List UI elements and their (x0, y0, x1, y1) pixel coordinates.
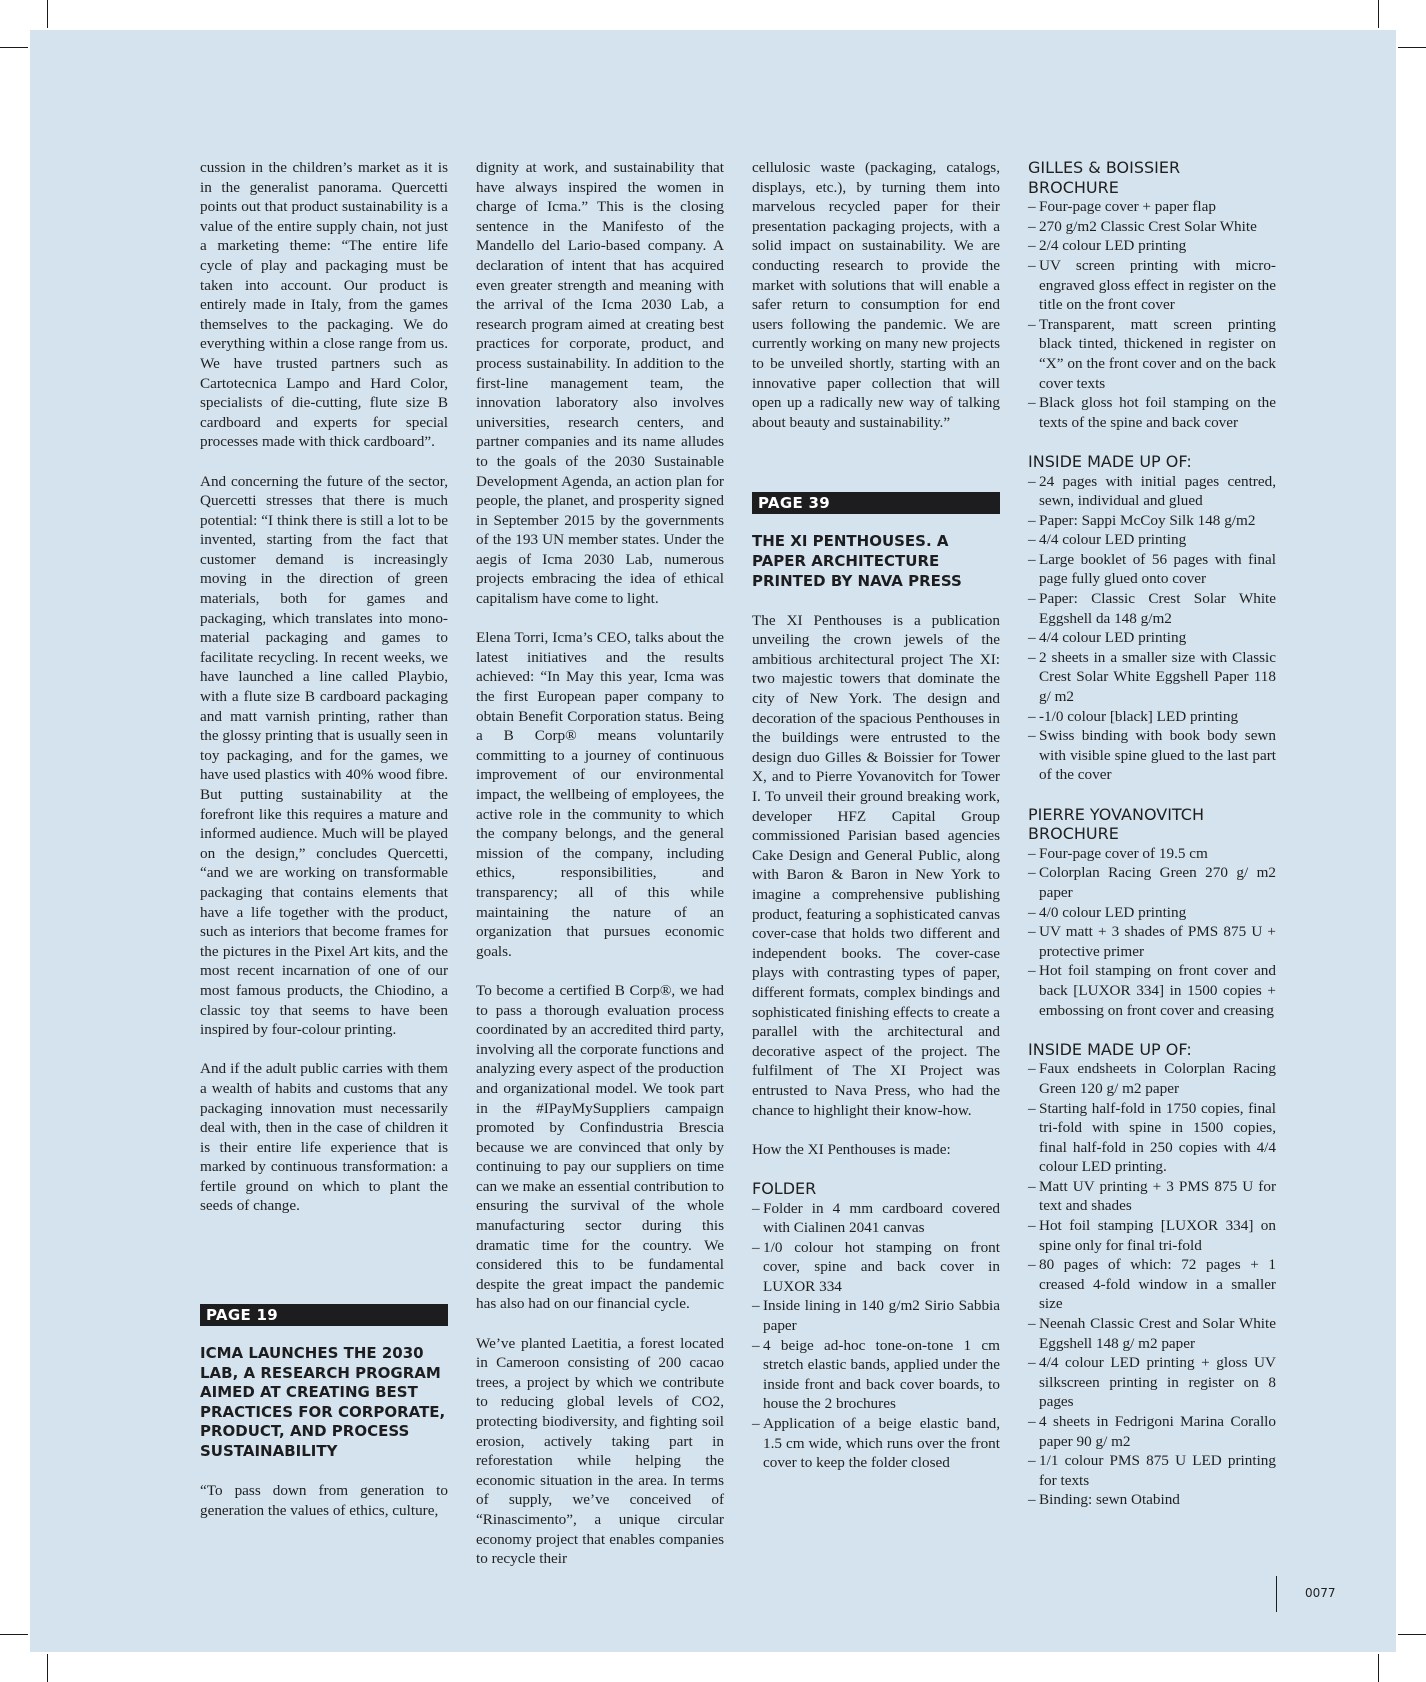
spec-item: – 4/4 colour LED printing (1028, 628, 1276, 648)
spec-item: – Hot foil stamping [LUXOR 334] on spine only for final tri-fold (1028, 1216, 1276, 1255)
spec-item: – Swiss binding with book body sewn with visible spine glued to the last part of the cover (1028, 726, 1276, 785)
spec-column-4 (1028, 158, 1276, 1530)
spec-item: – 1/0 colour hot stamping on front cover, spine and back cover in LUXOR 334 (752, 1238, 1000, 1297)
spec-item: – Four-page cover + paper flap (1028, 197, 1276, 217)
spec-item: – Hot foil stamping on front cover and back [LUXOR 334] in 1500 copies + embossing on front cover and creasing (1028, 961, 1276, 1020)
spec-heading-gilles-boissier: GILLES & BOISSIER BROCHURE (1028, 158, 1181, 197)
spec-item: – Black gloss hot foil stamping on the texts of the spine and back cover (1028, 393, 1276, 432)
spec-item: – 4/0 colour LED printing (1028, 903, 1276, 923)
spec-item: – Four-page cover of 19.5 cm (1028, 844, 1276, 864)
spec-heading-inside-1: INSIDE MADE UP OF: (1028, 451, 1192, 471)
spec-item: – Inside lining in 140 g/m2 Sirio Sabbia paper (752, 1296, 1000, 1335)
page-reference-bar: PAGE 19 (200, 1304, 448, 1326)
spec-item: – Application of a beige elastic band, 1.5 cm wide, which runs over the front cover to keep the folder closed (752, 1414, 1000, 1473)
spec-list-pierre-yovanovitch (1028, 844, 1276, 1020)
spec-item: – Colorplan Racing Green 270 g/ m2 paper (1028, 863, 1276, 902)
spec-item: – Paper: Sappi McCoy Silk 148 g/m2 (1028, 511, 1276, 531)
spec-item: – 2 sheets in a smaller size with Classic Crest Solar White Eggshell Paper 118 g/ m2 (1028, 648, 1276, 707)
spec-item: – 4/4 colour LED printing + gloss UV silkscreen printing in register on 8 pages (1028, 1353, 1276, 1412)
spec-item: – 24 pages with initial pages centred, sewn, individual and glued (1028, 472, 1276, 511)
spec-item: – Neenah Classic Crest and Solar White Eggshell 148 g/ m2 paper (1028, 1314, 1276, 1353)
crop-mark (0, 47, 28, 48)
spec-heading-inside-2: INSIDE MADE UP OF: (1028, 1039, 1192, 1059)
crop-mark (47, 1654, 48, 1682)
spec-item: – Paper: Classic Crest Solar White Eggshell da 148 g/m2 (1028, 589, 1276, 628)
page-number: 0077 (1305, 1586, 1336, 1600)
spec-item: – UV screen printing with micro-engraved gloss effect in register on the title on the front cover (1028, 256, 1276, 315)
paragraph: dignity at work, and sustainability that have always inspired the women in charge of Icma.” This is the closing sentence in the Manifesto of the Mandello del Lario-based company. A declaration of intent that has acquired even greater strength and meaning with the arrival of the Icma 2030 Lab, a research program aimed at creating best practices for corporate, product, and process sustainability. In addition to the first-line management team, the innovation laboratory also involves universities, research centers, and partner companies and its name alludes to the goals of the 2030 Sustainable Development Agenda, an action plan for people, the planet, and prosperity signed in September 2015 by the governments of the 193 UN member states. Under the aegis of Icma 2030 Lab, numerous projects embracing the idea of ethical capitalism have come to light. (476, 159, 724, 608)
crop-mark (1378, 1654, 1379, 1682)
spec-item: – Transparent, matt screen printing black tinted, thickened in register on “X” on the front cover and on the back cover texts (1028, 315, 1276, 393)
spec-item: – 4 sheets in Fedrigoni Marina Corallo paper 90 g/ m2 (1028, 1412, 1276, 1451)
paragraph: cussion in the children’s market as it is in the generalist panorama. Quercetti points out that product sustainability is a value of the entire supply chain, not just a marketing theme: “The entire life cycle of play and packaging must be taken into account. Our product is entirely made in Italy, from the games themselves to the packaging. We do everything within a close range from us. We have trusted partners such as Cartotecnica Lampo and Hard Color, specialists of die-cutting, flute size B cardboard and experts for special processes made with thick cardboard”. (200, 159, 448, 451)
spec-item: – Faux endsheets in Colorplan Racing Green 120 g/ m2 paper (1028, 1059, 1276, 1098)
section-headline: ICMA LAUNCHES THE 2030 LAB, A RESEARCH PROGRAM AIMED AT CREATING BEST PRACTICES FOR CORPORATE, PRODUCT, AND PROCESS SUSTAINABILITY (200, 1344, 446, 1461)
section-headline: THE XI PENTHOUSES. A PAPER ARCHITECTURE PRINTED BY NAVA PRESS (752, 532, 962, 590)
spec-item: – Folder in 4 mm cardboard covered with Cialinen 2041 canvas (752, 1199, 1000, 1238)
crop-mark (0, 1634, 28, 1635)
paragraph: And if the adult public carries with them a wealth of habits and customs that any packaging innovation must necessarily deal with, then in the case of children it is their entire life experience that is marked by continuous transformation: a fertile ground on which to plant the seeds of change. (200, 1060, 448, 1215)
spec-list-gilles-boissier (1028, 197, 1276, 432)
spec-list-inside-1 (1028, 472, 1276, 786)
paragraph: To become a certified B Corp®, we had to pass a thorough evaluation process coordinated by an accredited third party, involving all the corporate functions and analyzing every aspect of the production and organizational model. We took part in the #IPayMySuppliers campaign promoted by Confindustria Brescia because we are convinced that only by continuing to pay our suppliers on time can we make an essential contribution to ensuring the survival of the whole manufacturing sector during this dramatic time for the country. We considered this to be fundamental despite the great impact the pandemic has also had on our financial cycle. (476, 981, 724, 1313)
page-reference-bar: PAGE 39 (752, 492, 1000, 514)
spec-list-folder (752, 1199, 1000, 1473)
crop-mark (1378, 0, 1379, 28)
crop-mark (1398, 1634, 1426, 1635)
paragraph: How the XI Penthouses is made: (752, 1140, 951, 1158)
paragraph: The XI Penthouses is a publication unveiling the crown jewels of the ambitious architectural project The XI: two majestic towers that dominate the city of New York. The design and decoration of the spacious Penthouses in the buildings were entrusted to the design duo Gilles & Boissier for Tower X, and to Pierre Yovanovitch for Tower I. To unveil their ground breaking work, developer HFZ Capital Group commissioned Parisian based agencies Cake Design and General Public, along with Baron & Baron in New York to imagine a comprehensive publishing product, featuring a sophisticated canvas cover-case that holds two different and independent books. The cover-case plays with contrasting types of paper, different formats, complex bindings and sophisticated finishing effects to create a parallel with the architectural and decorative aspect of the project. The fulfilment of The XI Project was entrusted to Nava Press, who had the chance to highlight their know-how. (752, 611, 1000, 1119)
paragraph: We’ve planted Laetitia, a forest located in Cameroon consisting of 200 cacao trees, a project by which we contribute to reducing global levels of CO2, protecting biodiversity, and fighting soil erosion, actively taking part in reforestation while helping the economic situation in the area. In terms of supply, we’ve conceived of “Rinascimento”, a unique circular economy project that enables companies to recycle their (476, 1334, 724, 1568)
folio-divider (1276, 1576, 1277, 1612)
spec-item: – 2/4 colour LED printing (1028, 236, 1276, 256)
paragraph: cellulosic waste (packaging, catalogs, displays, etc.), by turning them into marvelous recycled paper for their presentation packaging projects, with a solid impact on sustainability. We are conducting research to provide the market with solutions that will enable a safer return to consumption for end users following the pandemic. We are currently working on many new projects to be unveiled shortly, starting with an innovative paper collection that will open up a radically new way of talking about beauty and sustainability.” (752, 159, 1000, 431)
spec-item: – 1/1 colour PMS 875 U LED printing for texts (1028, 1451, 1276, 1490)
spec-item: – -1/0 colour [black] LED printing (1028, 707, 1276, 727)
spec-item: – UV matt + 3 shades of PMS 875 U + protective primer (1028, 922, 1276, 961)
article-column-2 (476, 158, 724, 1588)
spec-list-inside-2 (1028, 1059, 1276, 1510)
spec-item: – Starting half-fold in 1750 copies, final tri-fold with spine in 1500 copies, final half-fold in 250 copies with 4/4 colour LED printing. (1028, 1099, 1276, 1177)
spec-heading-folder: FOLDER (752, 1178, 817, 1198)
paragraph: Elena Torri, Icma’s CEO, talks about the latest initiatives and the results achieved: “In May this year, Icma was the first European paper company to obtain Benefit Corporation status. Being a B Corp® means voluntarily committing to a journey of continuous improvement of our environmental impact, the wellbeing of employees, the active role in the community to which the company belongs, and the general mission of the company, including ethics, responsibilities, and transparency; all of this while maintaining the nature of an organization that pursues economic goals. (476, 629, 724, 960)
crop-mark (47, 0, 48, 28)
paragraph: “To pass down from generation to generation the values of ethics, culture, (200, 1482, 448, 1519)
spec-item: – 80 pages of which: 72 pages + 1 creased 4-fold window in a smaller size (1028, 1255, 1276, 1314)
spec-item: – 270 g/m2 Classic Crest Solar White (1028, 217, 1276, 237)
spec-item: – Binding: sewn Otabind (1028, 1490, 1276, 1510)
spec-item: – Large booklet of 56 pages with final page fully glued onto cover (1028, 550, 1276, 589)
crop-mark (1398, 47, 1426, 48)
spec-heading-pierre-yovanovitch: PIERRE YOVANOVITCH BROCHURE (1028, 804, 1204, 844)
spec-item: – 4 beige ad-hoc tone-on-tone 1 cm stretch elastic bands, applied under the inside front and back cover boards, to house the 2 brochures (752, 1336, 1000, 1414)
spec-item: – 4/4 colour LED printing (1028, 530, 1276, 550)
paragraph: And concerning the future of the sector, Quercetti stresses that there is much potential: “I think there is still a lot to be invented, starting from the fact that customer demand is increasingly moving in the direction of green materials, both for games and packaging, which translates into mono-material packaging and games to facilitate recycling. In recent weeks, we have launched a line called Playbio, with a flute size B cardboard packaging and matt varnish printing, rather than the glossy printing that is usually seen in toy packaging, and for the games, we have used plastics with 40% wood fibre. But putting sustainability at the forefront like this requires a mature and informed audience. Much will be played on the design,” concludes Quercetti, “and we are working on transformable packaging that contains elements that have a life together with the product, such as interiors that become frames for the pictures in the Pixel Art kits, and the most recent incarnation of one of our most famous products, the Chiodino, a classic toy that seems to have been inspired by four-colour printing. (200, 472, 448, 1039)
spec-item: – Matt UV printing + 3 PMS 875 U for text and shades (1028, 1177, 1276, 1216)
article-column-3 (752, 158, 1000, 1492)
article-column-1 (200, 158, 448, 1540)
